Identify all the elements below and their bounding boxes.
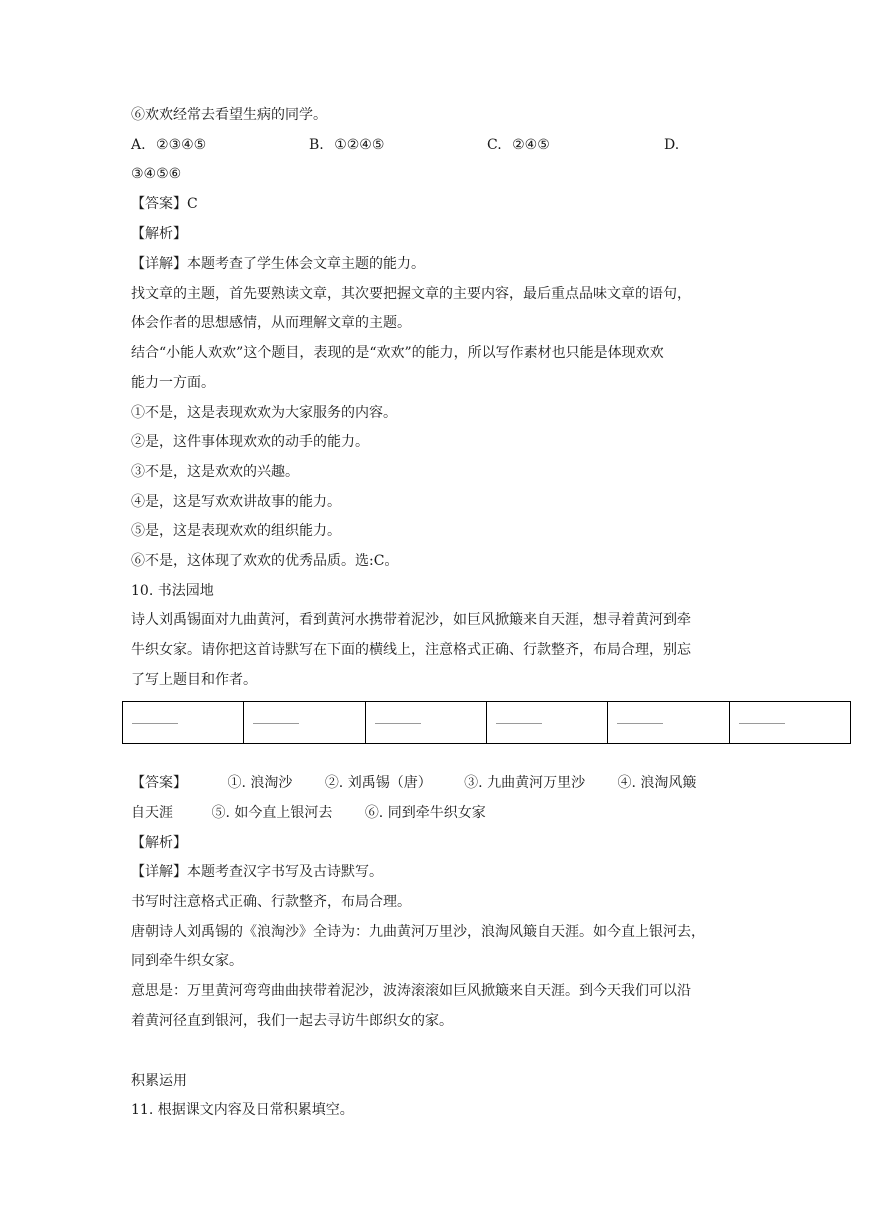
blank-line (375, 723, 421, 724)
answer-1: ①. 浪淘沙 (227, 775, 293, 791)
q9-judgement-1: ①不是，这是表现欢欢为大家服务的内容。 (131, 405, 397, 421)
writing-cell[interactable] (123, 702, 244, 744)
blank-line (253, 723, 299, 724)
writing-cell[interactable] (365, 702, 486, 744)
q9-judgement-4: ④是，这是写欢欢讲故事的能力。 (131, 494, 341, 510)
answer-4-cont: 自天涯 (131, 805, 173, 821)
option-d-text: ③④⑤⑥ (131, 166, 182, 182)
writing-cell[interactable] (244, 702, 365, 744)
blank-line (132, 723, 178, 724)
q10-prompt-line2: 牛织女家。请你把这首诗默写在下面的横线上，注意格式正确、行款整齐，布局合理，别忘 (131, 642, 691, 658)
q10-poem-line2: 同到牵牛织女家。 (131, 953, 243, 969)
q10-answer-label: 【答案】 (131, 775, 187, 791)
q10-meaning-line1: 意思是：万里黄河弯弯曲曲挟带着泥沙，波涛滚滚如巨风掀簸来自天涯。到今天我们可以沿 (131, 983, 691, 999)
q10-answer-row2 (131, 803, 514, 823)
q10-poem-line1: 唐朝诗人刘禹锡的《浪淘沙》全诗为：九曲黄河万里沙，浪淘风簸自天涯。如今直上银河去， (131, 924, 705, 940)
q9-para2-line2: 能力一方面。 (131, 375, 215, 391)
blank-line (496, 723, 542, 724)
q10-prompt-line3: 了写上题目和作者。 (131, 672, 257, 688)
q10-answer-row1 (131, 773, 696, 793)
q9-judgement-3: ③不是，这是欢欢的兴趣。 (131, 464, 299, 480)
writing-cell[interactable] (486, 702, 607, 744)
answer-4: ④. 浪淘风簸 (617, 775, 697, 791)
option-a-text: ②③④⑤ (156, 137, 207, 153)
answer-2: ②. 刘禹锡（唐） (324, 775, 432, 791)
q9-judgement-2: ②是，这件事体现欢欢的动手的能力。 (131, 434, 369, 450)
option-b-label: B. (309, 137, 324, 153)
answer-5: ⑤. 如今直上银河去 (211, 805, 333, 821)
option-c (487, 135, 550, 155)
option-d-label: D. (664, 137, 680, 153)
q9-judgement-6: ⑥不是，这体现了欢欢的优秀品质。选:C。 (131, 553, 399, 569)
answer-6: ⑥. 同到牵牛织女家 (364, 805, 486, 821)
blank-line (739, 723, 785, 724)
q9-answer: 【答案】C (131, 196, 198, 212)
option-b (309, 135, 384, 155)
option-a-label: A. (131, 137, 146, 153)
writing-cell[interactable] (608, 702, 729, 744)
q10-detail: 【详解】本题考查汉字书写及古诗默写。 (131, 864, 383, 880)
q9-analysis-heading: 【解析】 (131, 226, 187, 242)
option-c-text: ②④⑤ (512, 137, 550, 153)
q9-detail: 【详解】本题考查了学生体会文章主题的能力。 (131, 256, 425, 272)
blank-line (617, 723, 663, 724)
q9-para2-line1: 结合“小能人欢欢”这个题目，表现的是“欢欢”的能力，所以写作素材也只能是体现欢欢 (131, 345, 664, 361)
q9-para1-line2: 体会作者的思想感情，从而理解文章的主题。 (131, 315, 411, 331)
writing-grid (122, 701, 851, 744)
q10-meaning-line2: 着黄河径直到银河，我们一起去寻访牛郎织女的家。 (131, 1013, 453, 1029)
writing-cell[interactable] (729, 702, 850, 744)
q11-title: 11. 根据课文内容及日常积累填空。 (131, 1102, 354, 1118)
q10-note: 书写时注意格式正确、行款整齐，布局合理。 (131, 894, 411, 910)
option-d (664, 135, 679, 155)
q10-title: 10. 书法园地 (131, 583, 214, 599)
q9-judgement-5: ⑤是，这是表现欢欢的组织能力。 (131, 523, 341, 539)
option-c-label: C. (487, 137, 502, 153)
q9-item-6: ⑥欢欢经常去看望生病的同学。 (131, 107, 327, 123)
option-a (131, 135, 206, 155)
q10-analysis-heading: 【解析】 (131, 835, 187, 851)
q9-para1-line1: 找文章的主题，首先要熟读文章，其次要把握文章的主要内容，最后重点品味文章的语句， (131, 286, 691, 302)
option-b-text: ①②④⑤ (334, 137, 385, 153)
answer-3: ③. 九曲黄河万里沙 (464, 775, 586, 791)
section-heading: 积累运用 (131, 1073, 187, 1089)
q10-prompt-line1: 诗人刘禹锡面对九曲黄河，看到黄河水携带着泥沙，如巨风掀簸来自天涯，想寻着黄河到牵 (131, 612, 691, 628)
